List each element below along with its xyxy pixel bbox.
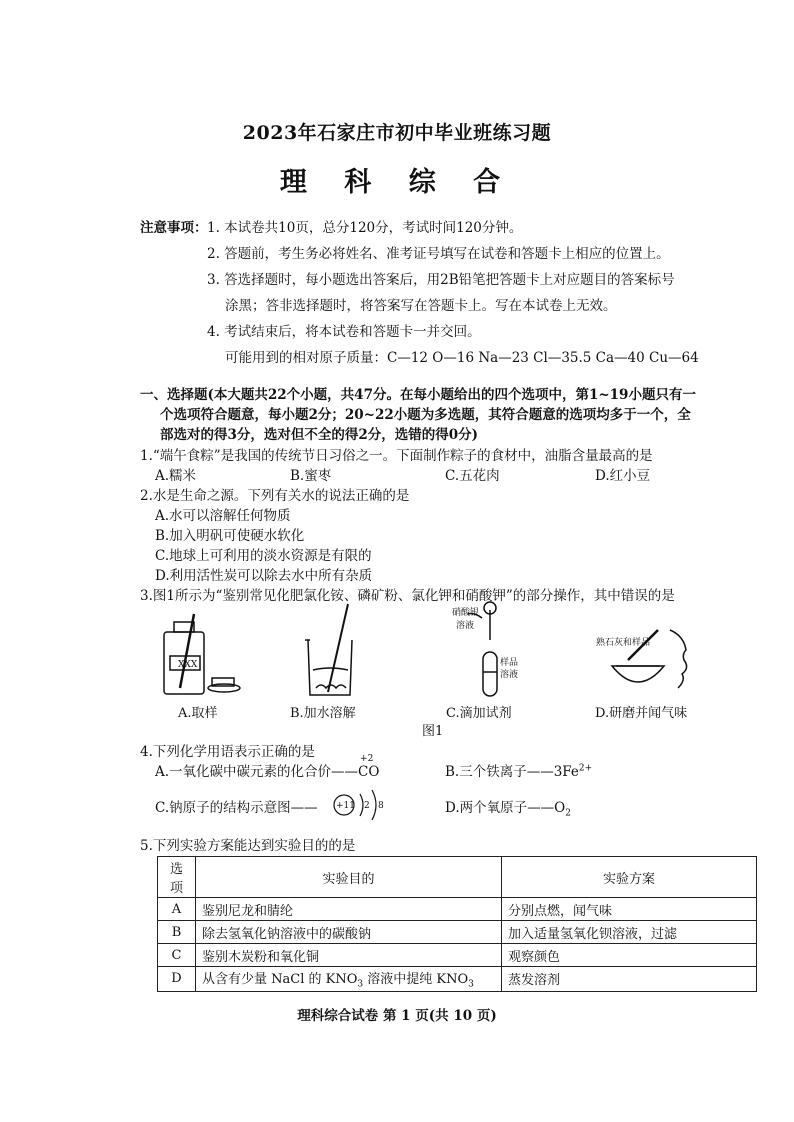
q4-option-d: D.两个氧原子$——O_2$ — [445, 800, 571, 819]
figure-caption-c: C.滴加试剂 — [446, 706, 512, 721]
reagent-bottle-icon — [164, 614, 240, 694]
subject-title: 理 科 综 合 — [279, 167, 515, 198]
valence-mark: +2 — [360, 754, 374, 764]
header-purpose: 实验目的 — [196, 857, 502, 898]
lime-label: 熟石灰和样品 — [596, 638, 651, 648]
question-5-stem: 5.下列实验方案能达到实验目的的是 — [140, 838, 356, 854]
q2-option-a: A.水可以溶解任何物质 — [155, 508, 291, 524]
question-4-stem: 4.下列化学用语表示正确的是 — [140, 744, 315, 760]
page-footer: 理科综合试卷 第 1 页(共 10 页) — [297, 1008, 497, 1024]
q1-option-c: C.五花肉 — [445, 468, 500, 484]
shell-1-count: 2 — [364, 801, 370, 811]
table-row: C 鉴别木炭粉和氧化铜 观察颜色 — [158, 944, 757, 967]
figure-caption-d: D.研磨并闻气味 — [595, 706, 688, 721]
sample-label: 溶液 — [500, 670, 519, 680]
question-2-stem: 2.水是生命之源。下列有关水的说法正确的是 — [140, 488, 410, 504]
note-item: 涂黑；答非选择题时，将答案写在答题卡上。写在本试卷上无效。 — [225, 298, 617, 314]
table-row: D 从含有少量 NaCl 的 $KNO_3$ 溶液中提纯 $KNO_3$ 蒸发溶剂 — [158, 967, 757, 992]
note-item: 2. 答题前，考生务必将姓名、准考证号填写在试卷和答题卡上相应的位置上。 — [207, 246, 670, 262]
figure-caption-a: A.取样 — [178, 706, 218, 721]
q4-option-b: B.三个铁离子$——3Fe^{2+}$ — [445, 763, 593, 780]
experiment-table — [157, 856, 757, 992]
exam-title: 2023年石家庄市初中毕业班练习题 — [242, 122, 552, 144]
header-plan: 实验方案 — [502, 857, 757, 898]
table-header-row — [158, 857, 757, 898]
q2-option-b: B.加入明矾可使硬水软化 — [155, 528, 305, 544]
sample-label: 样品 — [500, 658, 519, 668]
note-item: 3. 答选择题时，每小题选出答案后，用2B铅笔把答题卡上对应题目的答案标号 — [207, 272, 675, 288]
section-heading: 个选项符合题意，每小题2分；20~22小题为多选题，其符合题意的选项均多于一个，全 — [160, 407, 691, 423]
question-1-stem: 1.“端午食粽”是我国的传统节日习俗之一。下面制作粽子的食材中，油脂含量最高的是 — [140, 448, 653, 464]
reagent-label: 溶液 — [456, 621, 475, 631]
figure-caption-b: B.加水溶解 — [290, 706, 356, 721]
question-3-stem: 3.图1所示为“鉴别常见化肥氯化铵、磷矿粉、氯化钾和硝酸钾”的部分操作，其中错误的是 — [140, 588, 675, 604]
note-item: 4. 考试结束后，将本试卷和答题卡一并交回。 — [207, 324, 481, 340]
figure-1-illustration — [150, 600, 710, 705]
q2-option-c: C.地球上可利用的淡水资源是有限的 — [155, 548, 372, 564]
figure-label: 图1 — [422, 724, 444, 739]
notes-label: 注意事项： — [140, 220, 208, 236]
table-row: A 鉴别尼龙和腈纶 分别点燃，闻气味 — [158, 898, 757, 921]
q2-option-d: D.利用活性炭可以除去水中所有杂质 — [155, 568, 373, 584]
section-heading: 部选对的得3分，选对但不全的得2分，选错的得0分) — [160, 427, 479, 443]
header-option: 选项 — [158, 857, 196, 898]
q4-option-c: C.钠原子的结构示意图—— — [155, 800, 318, 816]
note-item: 1. 本试卷共10页，总分120分，考试时间120分钟。 — [207, 220, 523, 236]
nucleus-charge: +11 — [336, 801, 355, 811]
table-row: B 除去氢氧化钠溶液中的碳酸钠 加入适量氢氧化钡溶液，过滤 — [158, 921, 757, 944]
q1-option-d: D.红小豆 — [595, 468, 651, 484]
q1-option-a: A.糯米 — [155, 468, 197, 484]
reagent-label: 硝酸银 — [452, 608, 480, 618]
beaker-icon — [305, 604, 352, 695]
bottle-label: XXX — [178, 660, 198, 670]
shell-2-count: 8 — [378, 801, 384, 811]
q4-option-a: A.一氧化碳中碳元素的化合价—— +2 CO — [155, 754, 380, 780]
q1-option-b: B.蜜枣 — [290, 468, 332, 484]
atomic-masses: 可能用到的相对原子质量：C—12 O—16 Na—23 Cl—35.5 Ca—40 Cu—64 — [225, 350, 699, 366]
section-heading: 一、选择题(本大题共22个小题，共47分。在每小题给出的四个选项中，第1~19小题只有一 — [140, 387, 696, 403]
